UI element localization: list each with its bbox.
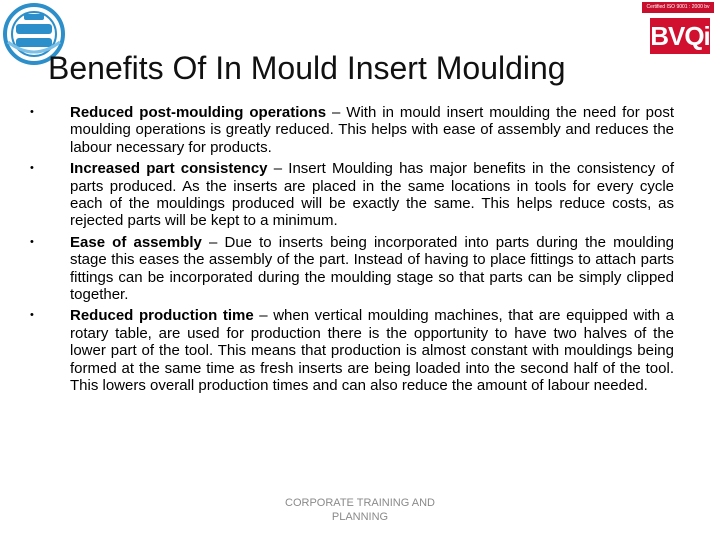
- certification-strip: Certified ISO 9001 : 2000 bv: [642, 2, 714, 13]
- bullet-text: – Due to inserts being incorporated into parts during the moulding stage this eases the assembly of the part. Instead of having to place fittings to attach parts fittings can be incorporated during the moulding stage so that parts can be simply clipped together.: [70, 233, 674, 304]
- bullet-text: – when vertical moulding machines, that are equipped with a rotary table, are used for production there is the opportunity to have two halves of the lower part of the tool. This means that production is almost constant with mouldings being formed at the same time as fresh inserts are being loaded into the second half of the tool. This lowers overall production times and can also reduce the amount of labour needed.: [70, 307, 675, 395]
- bullet-icon: •: [30, 162, 34, 175]
- bullet-heading: Ease of assembly: [70, 233, 202, 251]
- bullet-heading: Reduced post-moulding operations: [70, 104, 327, 121]
- bullet-icon: •: [30, 309, 34, 322]
- bullet-icon: •: [30, 235, 34, 248]
- bullet-text: – Insert Moulding has major benefits in the consistency of parts produced. As the inserts are placed in the same locations in tools for every cycle each of the mouldings produced will be exactly the same. This helps reduce costs, as rejected parts will be kept to a minimum.: [70, 160, 674, 230]
- footer: [260, 496, 460, 524]
- footer-line: PLANNING: [331, 511, 389, 523]
- bullet-item: [30, 307, 674, 394]
- bvqi-logo-icon: BVQi: [650, 18, 710, 54]
- bullet-text: – With in mould insert moulding the need for post moulding operations is greatly reduced. This helps with ease of assembly and reduces the labour necessary for products.: [70, 104, 674, 156]
- bullet-heading: Increased part consistency: [70, 160, 268, 178]
- page-title: Benefits Of In Mould Insert Moulding: [48, 50, 566, 86]
- bullet-item: [30, 104, 674, 156]
- bullet-item: [30, 234, 674, 304]
- bullet-list: [30, 104, 674, 399]
- bullet-icon: •: [30, 106, 34, 118]
- bullet-heading: Reduced production time: [70, 307, 254, 325]
- footer-line: CORPORATE TRAINING AND: [285, 497, 435, 509]
- bullet-item: [30, 160, 674, 230]
- bvqi-logo: [642, 2, 714, 54]
